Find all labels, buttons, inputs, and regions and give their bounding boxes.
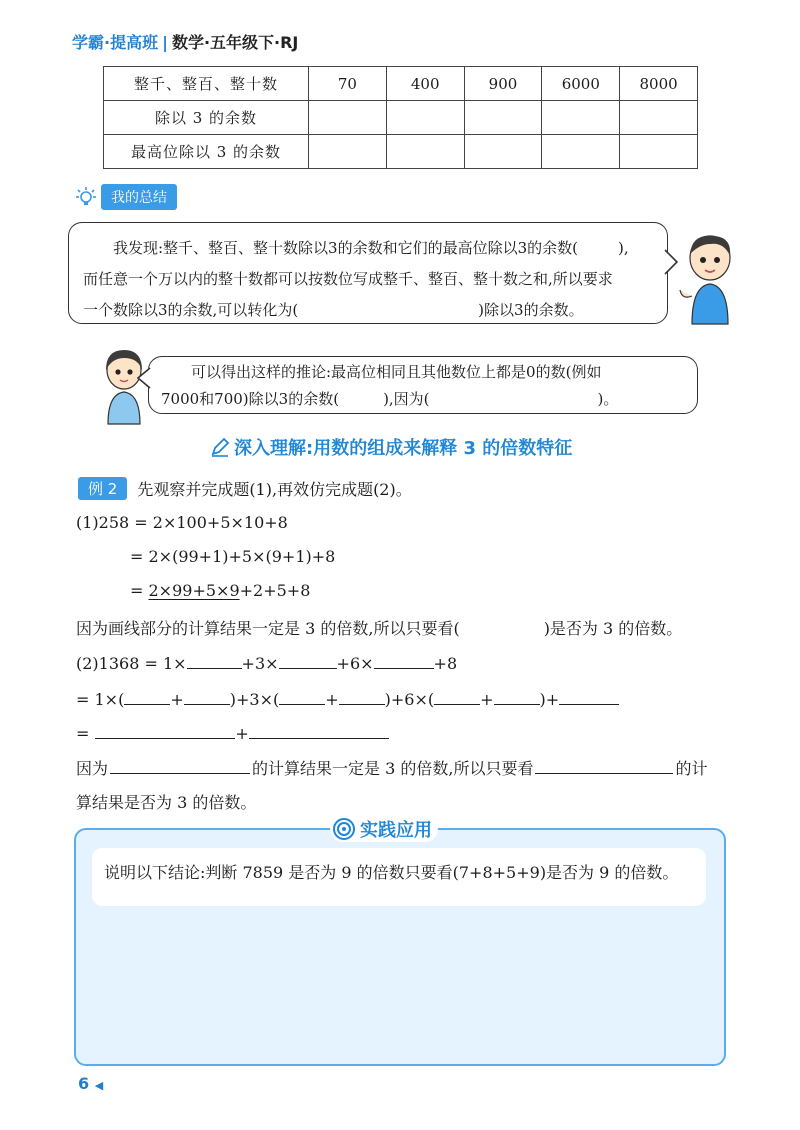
plus-sign: + — [480, 690, 494, 709]
example-prompt — [78, 477, 412, 500]
answer-blank[interactable] — [279, 688, 325, 705]
table-cell-value: 400 — [386, 67, 464, 101]
plus-sign: + — [170, 690, 184, 709]
note-text: 因为 — [76, 759, 109, 778]
answer-cell[interactable] — [464, 135, 542, 169]
section-heading-deep — [210, 434, 572, 460]
summary-badge-label: 我的总结 — [101, 184, 177, 210]
answer-cell[interactable] — [542, 101, 620, 135]
note-text: )是否为 3 的倍数。 — [543, 619, 683, 638]
answer-cell[interactable] — [309, 101, 387, 135]
example-prompt-text: 先观察并完成题(1),再效仿完成题(2)。 — [137, 480, 412, 499]
subject-label: 数学·五年级下·RJ — [171, 33, 299, 52]
table-cell-value: 900 — [464, 67, 542, 101]
answer-cell[interactable] — [542, 135, 620, 169]
remainder-table — [103, 66, 698, 169]
plus-sign: + — [235, 724, 249, 743]
answer-blank[interactable] — [559, 688, 619, 705]
answer-blank[interactable] — [184, 688, 230, 705]
note-line — [76, 756, 707, 779]
table-row — [104, 101, 698, 135]
answer-blank[interactable] — [374, 652, 434, 669]
work-text: )+ — [539, 690, 560, 709]
bubble-text: )除以3的余数。 — [478, 301, 584, 319]
remaining-sum: +2+5+8 — [239, 581, 311, 600]
answer-cell[interactable] — [620, 135, 698, 169]
answer-blank[interactable] — [434, 688, 480, 705]
page-number — [78, 1074, 103, 1093]
summary-badge — [75, 184, 177, 210]
bubble-text: 7000和700)除以3的余数( — [161, 390, 340, 408]
work-line — [76, 688, 619, 709]
work-text: = 1×( — [76, 690, 125, 709]
work-text: )+3×( — [229, 690, 280, 709]
bubble-text: ),因为( — [383, 390, 430, 408]
practice-title: 实践应用 — [360, 820, 432, 841]
answer-blank[interactable] — [95, 722, 235, 739]
answer-blank[interactable] — [339, 688, 385, 705]
work-line: = 2×(99+1)+5×(9+1)+8 — [130, 547, 336, 566]
speech-bubble-findings — [68, 222, 668, 324]
answer-cell[interactable] — [386, 101, 464, 135]
section-heading-text: 深入理解:用数的组成来解释 3 的倍数特征 — [234, 438, 573, 459]
page-number-text: 6 — [78, 1074, 90, 1093]
equals-sign: = — [130, 581, 149, 600]
note-text: 的计 — [675, 759, 708, 778]
note-line — [76, 616, 682, 639]
bubble-text: 一个数除以3的余数,可以转化为( — [83, 301, 299, 319]
bubble-text: 而任意一个万以内的整十数都可以按数位写成整千、整百、整十数之和,所以要求 — [83, 270, 613, 288]
speech-bubble-inference — [148, 356, 698, 414]
work-text: )+6×( — [384, 690, 435, 709]
answer-cell[interactable] — [309, 135, 387, 169]
bubble-text: )。 — [597, 390, 619, 408]
answer-cell[interactable] — [464, 101, 542, 135]
work-text: +3× — [241, 654, 279, 673]
work-text: (2)1368 = 1× — [76, 654, 187, 673]
work-text: +6× — [336, 654, 374, 673]
page-header — [72, 30, 298, 53]
note-text: 的计算结果一定是 3 的倍数,所以只要看 — [252, 759, 534, 778]
answer-blank[interactable] — [535, 757, 673, 774]
pencil-icon — [210, 437, 230, 457]
answer-blank[interactable] — [124, 688, 170, 705]
work-line — [76, 652, 457, 673]
practice-title-badge — [330, 816, 438, 842]
underlined-part: 2×99+5×9 — [148, 581, 240, 600]
table-row — [104, 67, 698, 101]
bubble-text: 我发现:整千、整百、整十数除以3的余数和它们的最高位除以3的余数( — [113, 239, 578, 257]
note-line: 算结果是否为 3 的倍数。 — [76, 793, 257, 812]
example-tag: 例 2 — [78, 477, 127, 500]
table-cell-value: 70 — [309, 67, 387, 101]
answer-blank[interactable] — [187, 652, 242, 669]
bubble-tail — [664, 248, 678, 278]
practice-question: 说明以下结论:判断 7859 是否为 9 的倍数只要看(7+8+5+9)是否为 9 的倍数。 — [104, 863, 679, 882]
plus-sign: + — [325, 690, 339, 709]
row-header-numbers: 整千、整百、整十数 — [104, 67, 309, 101]
bubble-tail — [137, 366, 151, 392]
caret-left-icon: ◀ — [94, 1079, 104, 1092]
row-header-top-digit-remainder: 最高位除以 3 的余数 — [104, 135, 309, 169]
bubble-text: ), — [618, 239, 629, 257]
target-icon — [332, 817, 356, 841]
series-brand: 学霸·提高班 — [72, 33, 159, 52]
work-line: (1)258 = 2×100+5×10+8 — [76, 513, 288, 532]
lightbulb-icon — [75, 186, 97, 208]
answer-blank[interactable] — [249, 722, 389, 739]
bubble-text: 可以得出这样的推论:最高位相同且其他数位上都是0的数(例如 — [191, 363, 602, 381]
answer-blank[interactable] — [494, 688, 540, 705]
table-cell-value: 6000 — [542, 67, 620, 101]
work-line — [76, 722, 389, 743]
header-divider: | — [162, 33, 168, 52]
answer-cell[interactable] — [620, 101, 698, 135]
answer-blank[interactable] — [110, 757, 250, 774]
equals-sign: = — [76, 724, 90, 743]
boy-illustration — [678, 228, 742, 328]
row-header-remainder: 除以 3 的余数 — [104, 101, 309, 135]
work-line — [130, 581, 310, 600]
answer-blank[interactable] — [279, 652, 337, 669]
answer-cell[interactable] — [386, 135, 464, 169]
note-text: 因为画线部分的计算结果一定是 3 的倍数,所以只要看( — [76, 619, 460, 638]
work-text: +8 — [433, 654, 458, 673]
table-cell-value: 8000 — [620, 67, 698, 101]
table-row — [104, 135, 698, 169]
